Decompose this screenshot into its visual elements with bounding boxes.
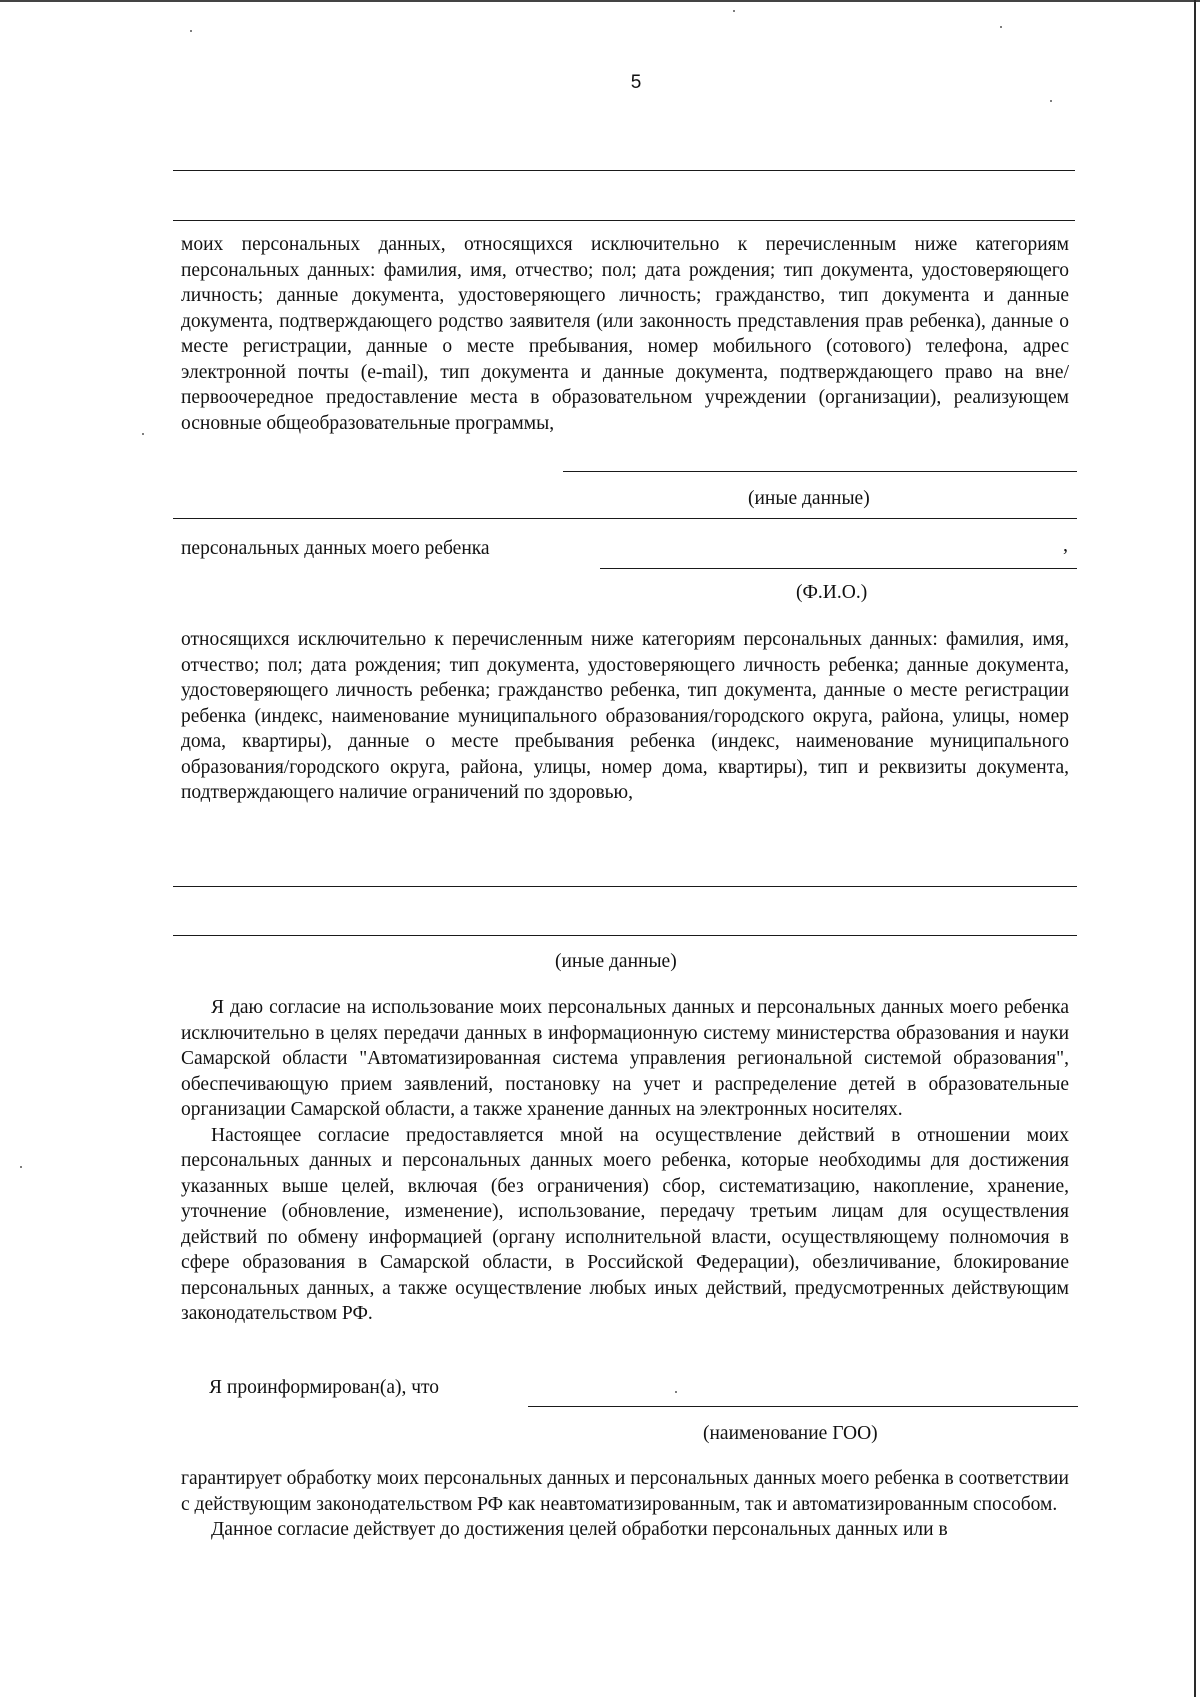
other-data-fill-line-2a: [173, 886, 1077, 887]
scan-speck: [20, 1166, 22, 1168]
scan-speck: [1000, 26, 1002, 28]
other-data-caption-1: (иные данные): [748, 488, 870, 509]
scan-speck: [675, 1391, 677, 1393]
guarantee-paragraph: гарантирует обработку моих персональных данных и персональных данных моего ребенка в соответствии с действующим законодательством РФ как неавтоматизированным, так и автоматизированным способом.: [181, 1468, 1069, 1515]
scan-speck: [142, 433, 144, 435]
consent-block: [181, 995, 1069, 1327]
guarantee-block: [181, 1466, 1069, 1543]
page-number: 5: [630, 72, 642, 93]
other-data-caption-2: (иные данные): [555, 951, 677, 972]
fill-line-top-2: [173, 220, 1075, 221]
goo-caption: (наименование ГОО): [703, 1423, 878, 1444]
child-line-comma: ,: [1063, 534, 1068, 556]
other-data-fill-line-1: [563, 471, 1077, 472]
validity-paragraph: Данное согласие действует до достижения целей обработки персональных данных или в: [211, 1519, 948, 1540]
child-data-categories: [181, 627, 1069, 806]
informed-label: Я проинформирован(а), что: [209, 1377, 440, 1398]
personal-data-categories: [181, 232, 1069, 436]
separator-line: [173, 518, 1077, 519]
goo-fill-line: [528, 1406, 1078, 1407]
fio-caption: (Ф.И.О.): [796, 582, 868, 603]
consent-paragraph-2: Настоящее согласие предоставляется мной на осуществление действий в отношении моих персональных данных и персональных данных моего ребенка, которые необходимы для достижения указанных выше целей, включая (без ограничения) сбор, систематизацию, накопление, хранение, уточнение (обновление, изменение), использование, передачу третьим лицам для осуществления действий по обмену информацией (органу исполнительной власти, осуществляющему полномочия в сфере образования в Самарской области, в Российской Федерации), обезличивание, блокирование персональных данных, а также осуществление любых иных действий, предусмотренных действующим законодательством РФ.: [181, 1124, 1069, 1324]
scan-speck: [733, 10, 735, 12]
other-data-fill-line-2b: [173, 935, 1077, 936]
child-fio-fill-line: [600, 568, 1077, 569]
scan-speck: [190, 30, 192, 32]
scan-speck: [1050, 100, 1052, 102]
scan-edge-top: [0, 0, 1200, 2]
scan-edge-right: [1194, 0, 1196, 1697]
fill-line-top-1: [173, 170, 1075, 171]
consent-paragraph-1: Я даю согласие на использование моих персональных данных и персональных данных моего ребенка исключительно в целях передачи данных в информационную систему министерства образования и науки Самарской области "Автоматизированная система управления региональной системой образования", обеспечивающую прием заявлений, постановку на учет и распределение детей в образовательные организации Самарской области, а также хранение данных на электронных носителях.: [181, 997, 1069, 1120]
child-data-paragraph: относящихся исключительно к перечисленным ниже категориям персональных данных: фамилия, имя, отчество; пол; дата рождения; тип документа, удостоверяющего личность ребенка; данные документа, удостоверяющего личность ребенка; гражданство ребенка, тип документа, данные о месте регистрации ребенка (индекс, наименование муниципального образования/городского округа, района, улицы, номер дома, квартиры), данные о месте пребывания ребенка (индекс, наименование муниципального образования/городского округа, района, улицы, номер дома, квартиры), тип и реквизиты документа, подтверждающего наличие ограничений по здоровью,: [181, 629, 1069, 803]
personal-data-paragraph: моих персональных данных, относящихся исключительно к перечисленным ниже категориям персональных данных: фамилия, имя, отчество; пол; дата рождения; тип документа, удостоверяющего личность; данные документа, удостоверяющего личность; гражданство, тип документа и данные документа, подтверждающего родство заявителя (или законность представления прав ребенка), данные о месте регистрации, данные о месте пребывания, номер мобильного (сотового) телефона, адрес электронной почты (e-mail), тип документа и данные документа, подтверждающего право на вне/первоочередное предоставление места в образовательном учреждении (организации), реализующем основные общеобразовательные программы,: [181, 234, 1069, 434]
child-data-label: персональных данных моего ребенка: [181, 538, 490, 559]
